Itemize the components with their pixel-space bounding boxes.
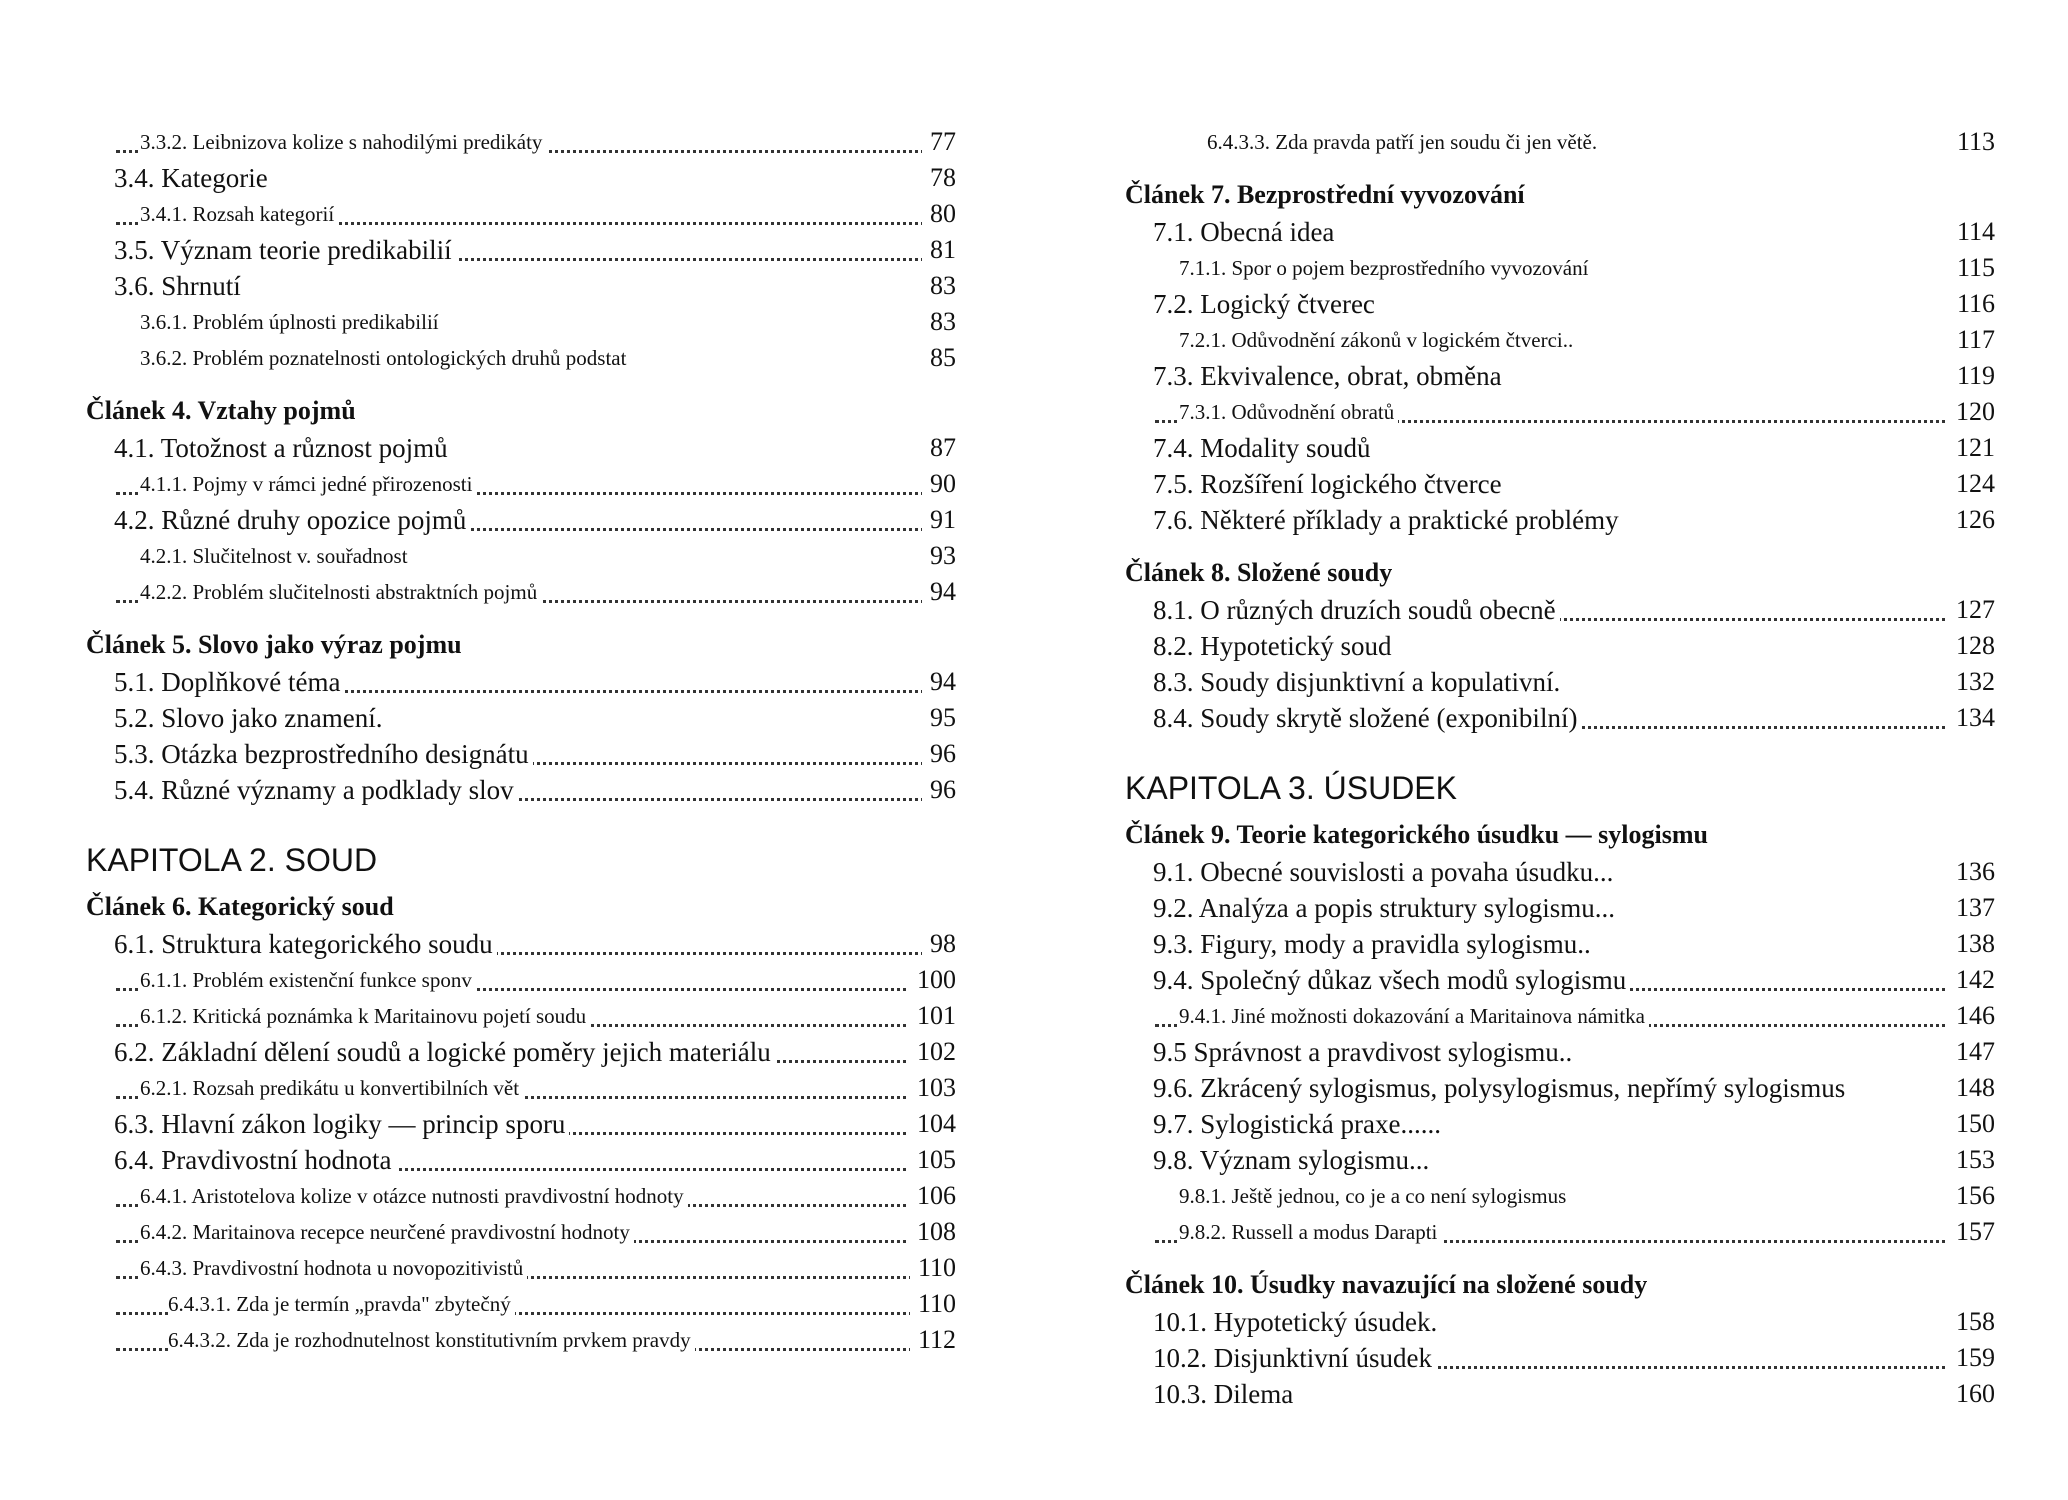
toc-entry-page: 110 bbox=[910, 1250, 956, 1286]
toc-entry-page: 106 bbox=[909, 1178, 956, 1214]
toc-entry[interactable] bbox=[86, 502, 956, 538]
toc-entry-page: 136 bbox=[1948, 854, 1995, 890]
toc-entry-title: 7.2. Logický čtverec bbox=[1153, 289, 1379, 319]
toc-entry-title: 7.2.1. Odůvodnění zákonů v logickém čtverci.. bbox=[1179, 328, 1577, 352]
toc-entry[interactable] bbox=[1125, 1376, 1995, 1412]
toc-entry-title: 3.5. Význam teorie predikabilií bbox=[114, 235, 456, 265]
toc-entry-page: 121 bbox=[1948, 430, 1995, 466]
toc-entry[interactable] bbox=[1125, 998, 1995, 1034]
toc-entry-page: 138 bbox=[1948, 926, 1995, 962]
toc-entry[interactable] bbox=[86, 700, 956, 736]
toc-entry[interactable] bbox=[1125, 430, 1995, 466]
toc-entry[interactable] bbox=[1125, 1070, 1995, 1106]
chapter-heading: KAPITOLA 3. ÚSUDEK bbox=[1125, 770, 1457, 806]
toc-entry[interactable] bbox=[86, 1250, 956, 1286]
toc-entry-title: 4.2.2. Problém slučitelnosti abstraktních pojmů bbox=[140, 580, 541, 604]
toc-entry-title: 6.1.1. Problém existenční funkce sponv bbox=[140, 968, 476, 992]
toc-entry-title: 7.3. Ekvivalence, obrat, obměna bbox=[1153, 361, 1506, 391]
toc-entry-page: 87 bbox=[922, 430, 956, 466]
toc-entry[interactable] bbox=[86, 466, 956, 502]
toc-entry-title: 6.4.3.1. Zda je termín „pravda" zbytečný bbox=[168, 1292, 515, 1316]
toc-entry[interactable] bbox=[86, 962, 956, 998]
toc-left-page bbox=[86, 124, 956, 1358]
article-heading: Článek 6. Kategorický soud bbox=[86, 892, 394, 921]
toc-entry-page: 83 bbox=[922, 268, 956, 304]
toc-entry-page: 150 bbox=[1948, 1106, 1995, 1142]
article-heading: Článek 5. Slovo jako výraz pojmu bbox=[86, 630, 462, 659]
toc-entry-title: 9.6. Zkrácený sylogismus, polysylogismus, nepřímý sylogismus bbox=[1153, 1073, 1849, 1103]
toc-entry-title: 6.2.1. Rozsah predikátu u konvertibilních vět bbox=[140, 1076, 523, 1100]
toc-entry-page: 128 bbox=[1948, 628, 1995, 664]
article-heading: Článek 9. Teorie kategorického úsudku — sylogismu bbox=[1125, 820, 1708, 849]
toc-entry-title: 9.8.1. Ještě jednou, co je a co není sylogismus bbox=[1179, 1184, 1570, 1208]
toc-right-page bbox=[1125, 124, 1995, 1412]
article-heading: Článek 8. Složené soudy bbox=[1125, 558, 1393, 587]
toc-entry-page: 137 bbox=[1948, 890, 1995, 926]
toc-entry-page: 157 bbox=[1948, 1214, 1995, 1250]
toc-entry-title: 7.1.1. Spor o pojem bezprostředního vyvozování bbox=[1179, 256, 1592, 280]
toc-entry-title: 7.3.1. Odůvodnění obratů bbox=[1179, 400, 1398, 424]
toc-entry[interactable] bbox=[86, 1178, 956, 1214]
toc-entry-title: 6.4.2. Maritainova recepce neurčené pravdivostní hodnoty bbox=[140, 1220, 634, 1244]
toc-entry-page: 147 bbox=[1948, 1034, 1995, 1070]
toc-entry-page: 142 bbox=[1948, 962, 1995, 998]
toc-entry-title: 10.1. Hypotetický úsudek. bbox=[1153, 1307, 1441, 1337]
toc-entry[interactable] bbox=[1125, 250, 1995, 286]
toc-entry[interactable] bbox=[1125, 1034, 1995, 1070]
toc-entry-title: 4.1. Totožnost a různost pojmů bbox=[114, 433, 452, 463]
toc-entry-page: 104 bbox=[909, 1106, 956, 1142]
toc-entry-title: 7.6. Některé příklady a praktické problémy bbox=[1153, 505, 1623, 535]
toc-entry-page: 115 bbox=[1949, 250, 1995, 286]
toc-entry-page: 102 bbox=[909, 1034, 956, 1070]
toc-entry-page: 159 bbox=[1948, 1340, 1995, 1376]
toc-entry-page: 160 bbox=[1948, 1376, 1995, 1412]
toc-entry-page: 117 bbox=[1949, 322, 1995, 358]
toc-entry[interactable] bbox=[86, 304, 956, 340]
toc-entry-page: 153 bbox=[1948, 1142, 1995, 1178]
toc-entry-title: 9.3. Figury, mody a pravidla sylogismu.. bbox=[1153, 929, 1595, 959]
toc-entry[interactable] bbox=[1125, 286, 1995, 322]
toc-entry-title: 9.4. Společný důkaz všech modů sylogismu bbox=[1153, 965, 1630, 995]
toc-entry[interactable] bbox=[86, 1142, 956, 1178]
toc-entry-page: 148 bbox=[1948, 1070, 1995, 1106]
toc-entry-title: 8.3. Soudy disjunktivní a kopulativní. bbox=[1153, 667, 1564, 697]
toc-entry-page: 108 bbox=[909, 1214, 956, 1250]
toc-entry-title: 3.6.1. Problém úplnosti predikabilií bbox=[140, 310, 443, 334]
toc-entry-title: 10.2. Disjunktivní úsudek bbox=[1153, 1343, 1436, 1373]
toc-entry[interactable] bbox=[86, 160, 956, 196]
toc-entry-title: 3.6.2. Problém poznatelnosti ontologických druhů podstat bbox=[140, 346, 630, 370]
article-heading: Článek 10. Úsudky navazující na složené soudy bbox=[1125, 1270, 1648, 1299]
toc-entry[interactable] bbox=[86, 772, 956, 808]
toc-entry-title: 6.1. Struktura kategorického soudu bbox=[114, 929, 497, 959]
toc-entry[interactable] bbox=[86, 926, 956, 962]
toc-entry-page: 98 bbox=[922, 926, 956, 962]
toc-entry-title: 9.2. Analýza a popis struktury sylogismu... bbox=[1153, 893, 1619, 923]
toc-entry[interactable] bbox=[86, 574, 956, 610]
toc-entry[interactable] bbox=[1125, 394, 1995, 430]
toc-entry[interactable] bbox=[1125, 890, 1995, 926]
toc-entry[interactable] bbox=[86, 1322, 956, 1358]
toc-entry-page: 105 bbox=[909, 1142, 956, 1178]
toc-entry-title: 7.1. Obecná idea bbox=[1153, 217, 1338, 247]
toc-entry-title: 3.4. Kategorie bbox=[114, 163, 272, 193]
toc-entry-title: 6.3. Hlavní zákon logiky — princip sporu bbox=[114, 1109, 569, 1139]
article-heading: Článek 4. Vztahy pojmů bbox=[86, 396, 356, 425]
toc-entry-title: 6.2. Základní dělení soudů a logické poměry jejich materiálu bbox=[114, 1037, 775, 1067]
toc-entry-title: 3.4.1. Rozsah kategorií bbox=[140, 202, 338, 226]
toc-entry-page: 81 bbox=[922, 232, 956, 268]
toc-entry-title: 9.8.2. Russell a modus Darapti bbox=[1179, 1220, 1441, 1244]
toc-entry[interactable] bbox=[86, 196, 956, 232]
toc-entry-title: 6.4.1. Aristotelova kolize v otázce nutnosti pravdivostní hodnoty bbox=[140, 1184, 688, 1208]
toc-entry-page: 78 bbox=[922, 160, 956, 196]
toc-entry[interactable] bbox=[1125, 1142, 1995, 1178]
toc-entry-title: 7.5. Rozšíření logického čtverce bbox=[1153, 469, 1506, 499]
toc-entry[interactable] bbox=[1125, 358, 1995, 394]
toc-entry-title: 6.4. Pravdivostní hodnota bbox=[114, 1145, 396, 1175]
toc-entry-title: 5.3. Otázka bezprostředního designátu bbox=[114, 739, 533, 769]
toc-entry-page: 80 bbox=[922, 196, 956, 232]
toc-entry-page: 119 bbox=[1949, 358, 1995, 394]
toc-entry[interactable] bbox=[86, 538, 956, 574]
toc-entry-title: 6.4.3. Pravdivostní hodnota u novopozitivistů bbox=[140, 1256, 527, 1280]
toc-entry[interactable] bbox=[1125, 502, 1995, 538]
toc-entry-title: 5.1. Doplňkové téma bbox=[114, 667, 344, 697]
toc-entry-title: 3.3.2. Leibnizova kolize s nahodilými predikáty bbox=[140, 130, 546, 154]
toc-entry-page: 114 bbox=[1949, 214, 1995, 250]
toc-entry[interactable] bbox=[1125, 1340, 1995, 1376]
toc-entry[interactable] bbox=[1125, 628, 1995, 664]
toc-entry-title: 9.5 Správnost a pravdivost sylogismu.. bbox=[1153, 1037, 1576, 1067]
toc-entry-page: 91 bbox=[922, 502, 956, 538]
toc-entry[interactable] bbox=[1125, 854, 1995, 890]
toc-entry[interactable] bbox=[86, 232, 956, 268]
toc-entry-page: 146 bbox=[1948, 998, 1995, 1034]
toc-entry[interactable] bbox=[1125, 1304, 1995, 1340]
toc-entry[interactable] bbox=[1125, 1214, 1995, 1250]
toc-entry[interactable] bbox=[1125, 1106, 1995, 1142]
toc-entry-title: 9.4.1. Jiné možnosti dokazování a Maritainova námitka bbox=[1179, 1004, 1649, 1028]
toc-entry[interactable] bbox=[86, 1106, 956, 1142]
toc-entry-title: 9.1. Obecné souvislosti a povaha úsudku... bbox=[1153, 857, 1617, 887]
toc-entry-title: 6.4.3.3. Zda pravda patří jen soudu či jen větě. bbox=[1207, 130, 1601, 154]
toc-entry-title: 4.2.1. Slučitelnost v. souřadnost bbox=[140, 544, 412, 568]
toc-entry[interactable] bbox=[1125, 926, 1995, 962]
toc-entry[interactable] bbox=[1125, 322, 1995, 358]
toc-entry-page: 103 bbox=[909, 1070, 956, 1106]
toc-entry[interactable] bbox=[86, 1214, 956, 1250]
toc-entry[interactable] bbox=[86, 1286, 956, 1322]
toc-entry-page: 113 bbox=[1949, 124, 1995, 160]
toc-entry-title: 7.4. Modality soudů bbox=[1153, 433, 1375, 463]
toc-entry-title: 3.6. Shrnutí bbox=[114, 271, 245, 301]
toc-entry-title: 10.3. Dilema bbox=[1153, 1379, 1297, 1409]
toc-entry-page: 83 bbox=[922, 304, 956, 340]
toc-entry[interactable] bbox=[86, 1034, 956, 1070]
toc-entry-page: 124 bbox=[1948, 466, 1995, 502]
toc-entry-page: 110 bbox=[910, 1286, 956, 1322]
toc-entry[interactable] bbox=[86, 1070, 956, 1106]
toc-entry-page: 134 bbox=[1948, 700, 1995, 736]
toc-entry[interactable] bbox=[86, 430, 956, 466]
toc-entry-page: 127 bbox=[1948, 592, 1995, 628]
toc-entry-title: 4.2. Různé druhy opozice pojmů bbox=[114, 505, 470, 535]
toc-entry-page: 126 bbox=[1948, 502, 1995, 538]
toc-entry[interactable] bbox=[1125, 124, 1995, 160]
toc-entry-title: 8.2. Hypotetický soud bbox=[1153, 631, 1395, 661]
toc-entry[interactable] bbox=[86, 268, 956, 304]
toc-entry-page: 90 bbox=[922, 466, 956, 502]
toc-entry-page: 101 bbox=[909, 998, 956, 1034]
toc-entry-title: 5.2. Slovo jako znamení. bbox=[114, 703, 386, 733]
toc-entry-page: 96 bbox=[922, 772, 956, 808]
toc-entry-page: 96 bbox=[922, 736, 956, 772]
toc-entry[interactable] bbox=[1125, 466, 1995, 502]
toc-entry-title: 8.1. O různých druzích soudů obecně bbox=[1153, 595, 1560, 625]
toc-entry-page: 93 bbox=[922, 538, 956, 574]
toc-entry-page: 120 bbox=[1948, 394, 1995, 430]
toc-entry-page: 95 bbox=[922, 700, 956, 736]
toc-entry-page: 158 bbox=[1948, 1304, 1995, 1340]
toc-entry[interactable] bbox=[1125, 962, 1995, 998]
toc-entry-title: 8.4. Soudy skrytě složené (exponibilní) bbox=[1153, 703, 1581, 733]
toc-entry[interactable] bbox=[1125, 1178, 1995, 1214]
toc-entry[interactable] bbox=[1125, 592, 1995, 628]
toc-entry[interactable] bbox=[1125, 664, 1995, 700]
toc-entry-title: 9.8. Význam sylogismu... bbox=[1153, 1145, 1433, 1175]
toc-entry-page: 100 bbox=[909, 962, 956, 998]
toc-entry[interactable] bbox=[1125, 214, 1995, 250]
chapter-heading: KAPITOLA 2. SOUD bbox=[86, 842, 378, 878]
toc-entry[interactable] bbox=[86, 664, 956, 700]
article-heading: Článek 7. Bezprostřední vyvozování bbox=[1125, 180, 1525, 209]
toc-entry-title: 6.1.2. Kritická poznámka k Maritainovu pojetí soudu bbox=[140, 1004, 590, 1028]
toc-entry-page: 132 bbox=[1948, 664, 1995, 700]
toc-entry-page: 112 bbox=[910, 1322, 956, 1358]
toc-entry[interactable] bbox=[86, 998, 956, 1034]
toc-entry-title: 6.4.3.2. Zda je rozhodnutelnost konstitutivním prvkem pravdy bbox=[168, 1328, 695, 1352]
toc-entry-page: 94 bbox=[922, 574, 956, 610]
toc-entry[interactable] bbox=[86, 340, 956, 376]
toc-entry[interactable] bbox=[86, 736, 956, 772]
toc-entry-title: 4.1.1. Pojmy v rámci jedné přirozenosti bbox=[140, 472, 476, 496]
toc-entry-page: 94 bbox=[922, 664, 956, 700]
toc-entry[interactable] bbox=[1125, 700, 1995, 736]
toc-entry-title: 5.4. Různé významy a podklady slov bbox=[114, 775, 518, 805]
toc-entry-page: 85 bbox=[922, 340, 956, 376]
toc-entry[interactable] bbox=[86, 124, 956, 160]
toc-entry-title: 9.7. Sylogistická praxe...... bbox=[1153, 1109, 1445, 1139]
toc-entry-page: 116 bbox=[1949, 286, 1995, 322]
toc-entry-page: 156 bbox=[1948, 1178, 1995, 1214]
toc-entry-page: 77 bbox=[922, 124, 956, 160]
